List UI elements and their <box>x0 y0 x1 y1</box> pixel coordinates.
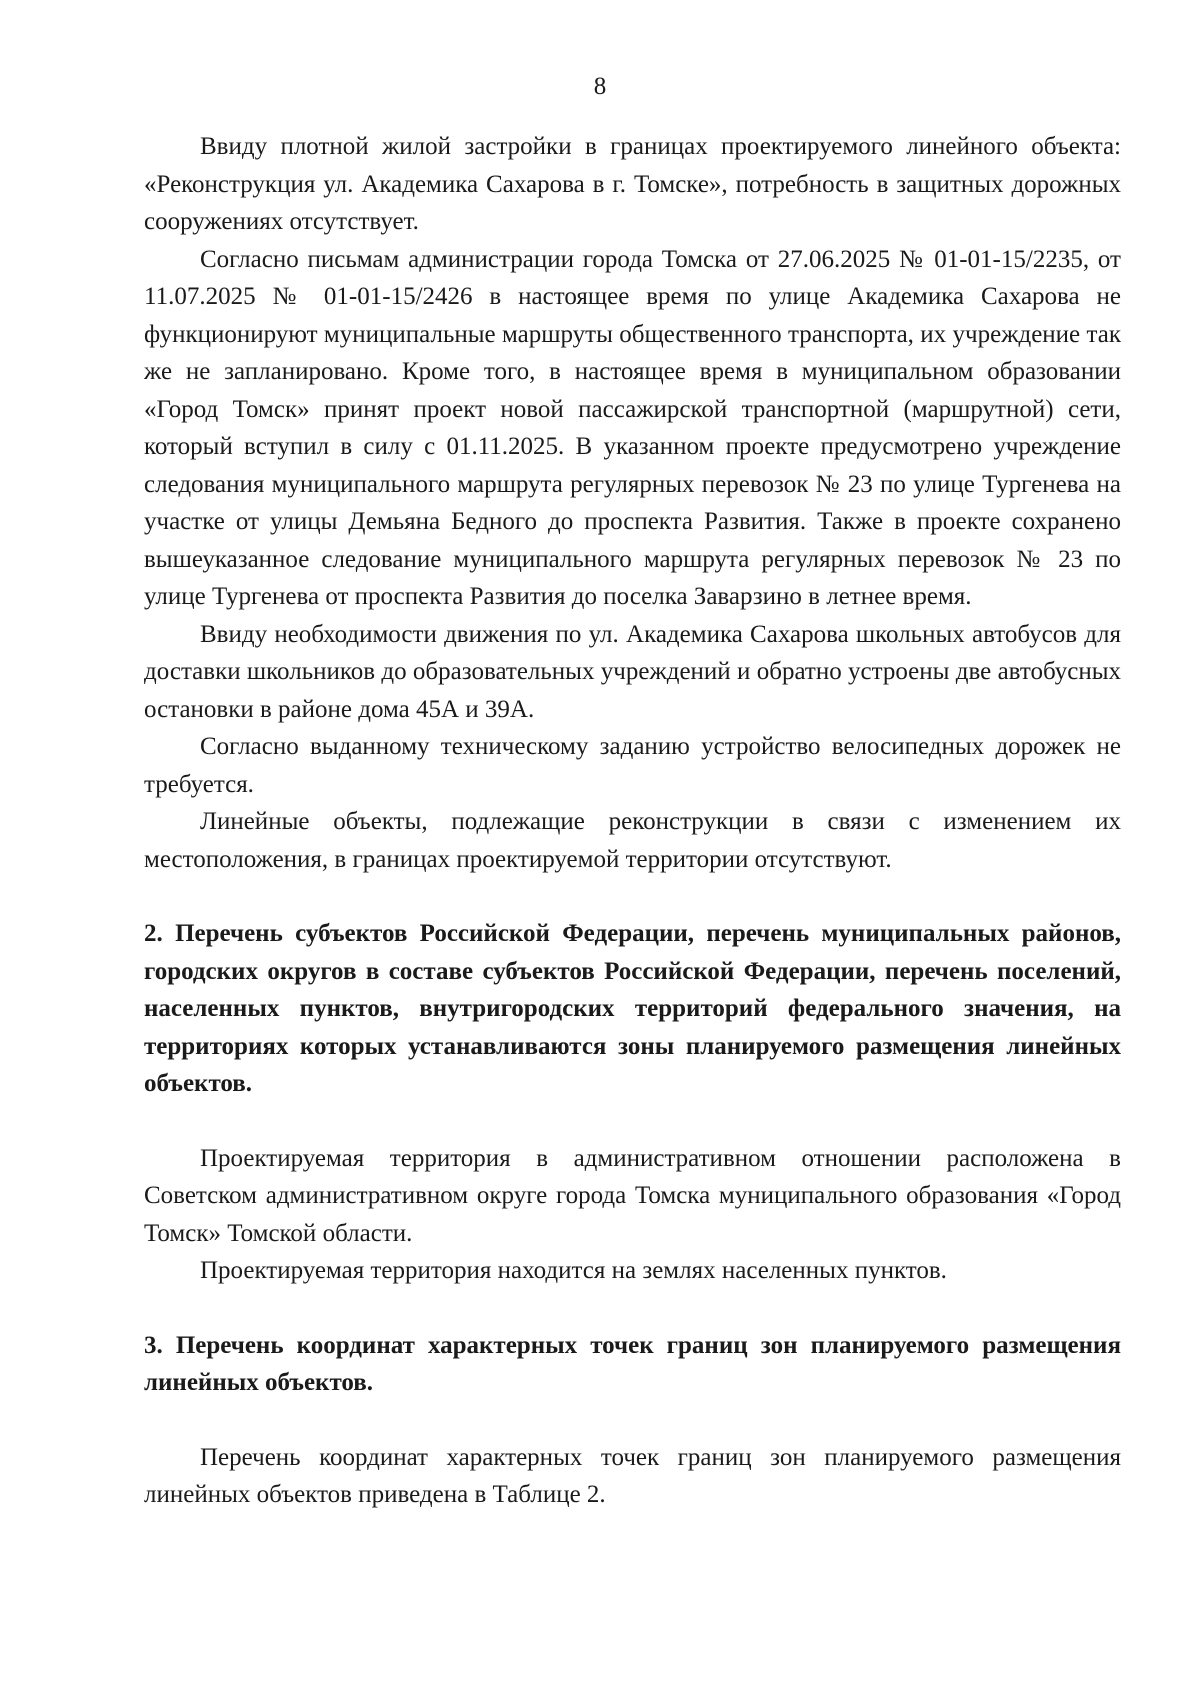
section-3-paragraph-table-reference: Перечень координат характерных точек границ зон планируемого размещения линейных объектов приведена в Таблице 2. <box>144 1443 1121 1508</box>
paragraph-bicycle-paths: Согласно выданному техническому заданию устройство велосипедных дорожек не требуется. <box>144 733 1121 798</box>
section-2-heading: 2. Перечень субъектов Российской Федерации, перечень муниципальных районов, городских округов в составе субъектов Российской Федерации, перечень поселений, населенных пунктов, внутригородских территорий федерального значения, на территориях которых устанавливаются зоны планируемого размещения линейных объектов. <box>144 920 1121 1097</box>
paragraph-linear-objects: Линейные объекты, подлежащие реконструкции в связи с изменением их местоположения, в границах проектируемой территории отсутствуют. <box>144 808 1121 873</box>
paragraph-protective-structures: Ввиду плотной жилой застройки в границах проектируемого линейного объекта: «Реконструкция ул. Академика Сахарова в г. Томске», потребность в защитных дорожных сооружениях отсутствует. <box>144 133 1121 235</box>
section-3-heading: 3. Перечень координат характерных точек границ зон планируемого размещения линейных объектов. <box>144 1331 1121 1396</box>
page-number: 8 <box>593 73 607 100</box>
document-body <box>144 128 1121 1514</box>
paragraph-public-transport: Согласно письмам администрации города Томска от 27.06.2025 № 01-01-15/2235, от 11.07.2025 № 01-01-15/2426 в настоящее время по улице Академика Сахарова не функционируют муниципальные маршруты общественного транспорта, их учреждение так же не запланировано. Кроме того, в настоящее время в муниципальном образовании «Город Томск» принят проект новой пассажирской транспортной (маршрутной) сети, который вступил в силу с 01.11.2025. В указанном проекте предусмотрено учреждение следования муниципального маршрута регулярных перевозок № 23 по улице Тургенева на участке от улицы Демьяна Бедного до проспекта Развития. Также в проекте сохранено вышеуказанное следование муниципального маршрута регулярных перевозок № 23 по улице Тургенева от проспекта Развития до поселка Заварзино в летнее время. <box>144 245 1121 610</box>
section-2-paragraph-lands: Проектируемая территория находится на землях населенных пунктов. <box>200 1257 947 1284</box>
paragraph-school-buses: Ввиду необходимости движения по ул. Академика Сахарова школьных автобусов для доставки школьников до образовательных учреждений и обратно устроены две автобусных остановки в районе дома 45А и 39А. <box>144 620 1121 723</box>
section-2-paragraph-location: Проектируемая территория в административном отношении расположена в Советском административном округе города Томска муниципального образования «Город Томск» Томской области. <box>144 1144 1121 1247</box>
